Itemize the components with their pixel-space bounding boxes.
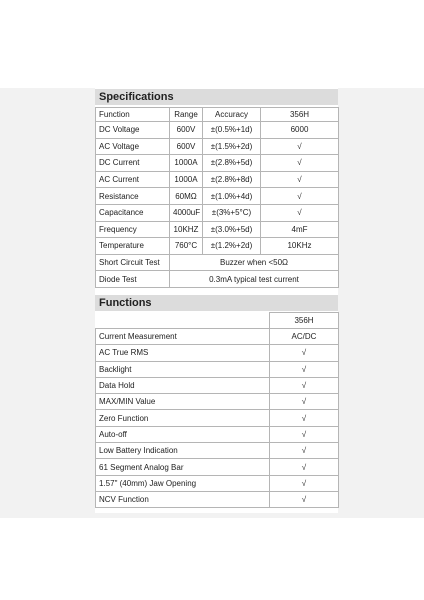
spec-range-cell: 10KHZ (170, 221, 203, 238)
spec-accuracy-cell: ±(3%+5°C) (203, 204, 261, 221)
spec-row (96, 171, 339, 188)
spec-row (96, 155, 339, 172)
spec-range-cell: 1000A (170, 155, 203, 172)
function-row (96, 361, 339, 377)
func-header-row (96, 313, 339, 329)
spec-header-accuracy: Accuracy (203, 108, 261, 122)
function-name-cell: MAX/MIN Value (96, 394, 270, 410)
function-row (96, 475, 339, 491)
spec-span-row (96, 271, 339, 288)
function-value-cell: √ (270, 426, 339, 442)
spec-header-model: 356H (261, 108, 339, 122)
specifications-table (95, 107, 339, 288)
func-header-model: 356H (270, 313, 339, 329)
spec-row (96, 221, 339, 238)
function-value-cell: √ (270, 459, 339, 475)
spec-row (96, 138, 339, 155)
spec-range-cell: 600V (170, 138, 203, 155)
functions-table (95, 312, 339, 508)
function-row (96, 443, 339, 459)
function-name-cell: Current Measurement (96, 329, 270, 345)
function-name-cell: Zero Function (96, 410, 270, 426)
function-value-cell: AC/DC (270, 329, 339, 345)
spec-accuracy-cell: ±(1.5%+2d) (203, 138, 261, 155)
function-name-cell: AC True RMS (96, 345, 270, 361)
spec-value-cell: √ (261, 138, 339, 155)
function-row (96, 345, 339, 361)
function-name-cell: Auto-off (96, 426, 270, 442)
function-value-cell: √ (270, 410, 339, 426)
spec-value-cell: 10KHz (261, 238, 339, 255)
spec-function-cell: Diode Test (96, 271, 170, 288)
spec-value-cell: √ (261, 171, 339, 188)
spec-header-function: Function (96, 108, 170, 122)
spec-header-range: Range (170, 108, 203, 122)
function-name-cell: Data Hold (96, 377, 270, 393)
function-name-cell: 61 Segment Analog Bar (96, 459, 270, 475)
spec-value-cell: 6000 (261, 122, 339, 139)
function-name-cell: Backlight (96, 361, 270, 377)
function-value-cell: √ (270, 345, 339, 361)
spec-span-row (96, 254, 339, 271)
functions-title: Functions (95, 295, 338, 311)
spec-value-cell: √ (261, 204, 339, 221)
spec-row (96, 238, 339, 255)
spec-range-cell: 60MΩ (170, 188, 203, 205)
spec-function-cell: AC Current (96, 171, 170, 188)
spec-function-cell: Resistance (96, 188, 170, 205)
spec-row (96, 188, 339, 205)
spec-value-cell: √ (261, 155, 339, 172)
spec-function-cell: Short Circuit Test (96, 254, 170, 271)
function-value-cell: √ (270, 394, 339, 410)
function-value-cell: √ (270, 443, 339, 459)
spec-function-cell: Temperature (96, 238, 170, 255)
spec-accuracy-cell: ±(2.8%+8d) (203, 171, 261, 188)
spec-range-cell: 600V (170, 122, 203, 139)
spec-function-cell: DC Current (96, 155, 170, 172)
specifications-body (96, 108, 339, 288)
function-name-cell: 1.57" (40mm) Jaw Opening (96, 475, 270, 491)
function-value-cell: √ (270, 491, 339, 507)
spec-range-cell: 4000uF (170, 204, 203, 221)
spec-accuracy-cell: ±(1.2%+2d) (203, 238, 261, 255)
spec-accuracy-cell: ±(0.5%+1d) (203, 122, 261, 139)
function-row (96, 426, 339, 442)
spec-range-cell: 760°C (170, 238, 203, 255)
specifications-title: Specifications (95, 89, 338, 105)
spec-function-cell: Capacitance (96, 204, 170, 221)
function-value-cell: √ (270, 361, 339, 377)
function-row (96, 459, 339, 475)
function-row (96, 377, 339, 393)
function-row (96, 491, 339, 507)
function-value-cell: √ (270, 475, 339, 491)
spec-span-value-cell: 0.3mA typical test current (170, 271, 339, 288)
spec-row (96, 204, 339, 221)
function-row (96, 394, 339, 410)
spec-accuracy-cell: ±(3.0%+5d) (203, 221, 261, 238)
spec-header-row (96, 108, 339, 122)
function-row (96, 329, 339, 345)
spec-row (96, 122, 339, 139)
spec-accuracy-cell: ±(1.0%+4d) (203, 188, 261, 205)
spec-function-cell: DC Voltage (96, 122, 170, 139)
spec-accuracy-cell: ±(2.8%+5d) (203, 155, 261, 172)
spec-value-cell: √ (261, 188, 339, 205)
spec-range-cell: 1000A (170, 171, 203, 188)
function-name-cell: NCV Function (96, 491, 270, 507)
spec-function-cell: AC Voltage (96, 138, 170, 155)
function-name-cell: Low Battery Indication (96, 443, 270, 459)
spec-span-value-cell: Buzzer when <50Ω (170, 254, 339, 271)
func-header-blank (96, 313, 270, 329)
functions-body (96, 313, 339, 508)
spec-value-cell: 4mF (261, 221, 339, 238)
function-row (96, 410, 339, 426)
spec-function-cell: Frequency (96, 221, 170, 238)
function-value-cell: √ (270, 377, 339, 393)
